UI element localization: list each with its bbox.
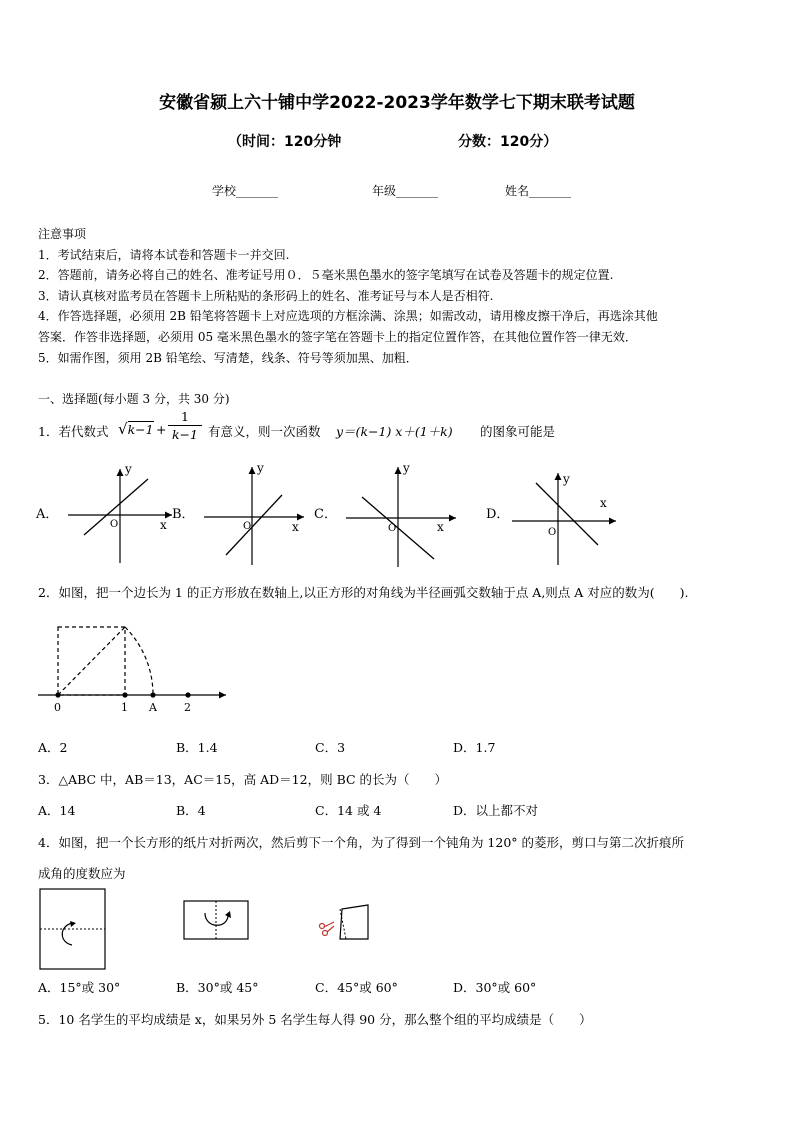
axis-label-x: x xyxy=(160,518,167,532)
q2-option-d: D．1.7 xyxy=(453,740,496,755)
q3-option-d: D．以上都不对 xyxy=(453,803,539,818)
note-item: 答案．作答非选择题，必须用 05 毫米黑色墨水的签字笔在答题卡上的指定位置作答，在其他位置作答一律无效． xyxy=(38,330,637,344)
page-title: 安徽省颍上六十铺中学2022-2023学年数学七下期末联考试题 xyxy=(159,93,635,113)
axis-label-x: x xyxy=(600,496,607,510)
q1-suffix: 的图象可能是 xyxy=(480,424,556,439)
q1-fraction xyxy=(168,408,202,443)
graph-c xyxy=(346,461,456,567)
q1-mid: 有意义，则一次函数 xyxy=(208,424,321,439)
graph-b xyxy=(204,461,304,565)
axis-label-x: x xyxy=(292,520,299,534)
school-field: 学校_______ xyxy=(212,184,279,198)
axis-label-y: y xyxy=(257,461,264,475)
axis-label-y: y xyxy=(125,462,132,476)
q1-prefix: 1．若代数式 xyxy=(38,424,109,439)
tick-label: 2 xyxy=(184,701,191,714)
tick-label: A xyxy=(149,701,157,714)
q4-option-d: D．30°或 60° xyxy=(453,980,537,995)
axis-label-x: x xyxy=(437,520,444,534)
note-item: 3．请认真核对监考员在答题卡上所粘贴的条形码上的姓名、准考证号与本人是否相符. xyxy=(38,289,494,303)
question-5: 5．10 名学生的平均成绩是 x，如果另外 5 名学生每人得 90 分，那么整个组的平均成绩是（ ） xyxy=(38,1012,592,1027)
note-item: 5．如需作图，须用 2B 铅笔绘、写清楚，线条、符号等须加黑、加粗． xyxy=(38,351,418,365)
note-item: 4．作答选择题，必须用 2B 铅笔将答题卡上对应选项的方框涂满、涂黑；如需改动，请用橡皮擦干净后，再选涂其他 xyxy=(38,309,658,323)
axis-label-y: y xyxy=(563,472,570,486)
origin-label: O xyxy=(243,521,252,532)
origin-label: O xyxy=(110,519,119,530)
exam-time: （时间：120分钟 xyxy=(228,134,342,150)
q2-option-a: A．2 xyxy=(38,740,68,755)
question-4-line-2: 成角的度数应为 xyxy=(38,866,126,881)
origin-label: O xyxy=(388,523,397,534)
q2-option-b: B．1.4 xyxy=(176,740,218,755)
q2-figure xyxy=(30,615,240,720)
q3-option-a: A．14 xyxy=(38,803,76,818)
grade-field: 年级_______ xyxy=(372,184,439,198)
scissors-icon xyxy=(320,922,335,936)
q1-sqrt xyxy=(118,420,154,438)
graph-a xyxy=(68,462,172,563)
q1-graph-options xyxy=(0,455,794,570)
radical-sign: √ xyxy=(118,420,128,438)
question-3: 3．△ABC 中，AB＝13，AC＝15，高 AD＝12，则 BC 的长为（ ） xyxy=(38,772,448,787)
q4-option-b: B．30°或 45° xyxy=(176,980,259,995)
q4-figures xyxy=(0,885,420,975)
q1-plus: + xyxy=(156,422,167,437)
name-field: 姓名_______ xyxy=(505,184,572,198)
q1-frac-den: k−1 xyxy=(171,427,198,442)
q2-option-c: C．3 xyxy=(315,740,346,755)
question-4-line-1: 4．如图，把一个长方形的纸片对折两次，然后剪下一个角，为了得到一个钝角为 120° 的菱形，剪口与第二次折痕所 xyxy=(38,835,685,850)
notes-heading: 注意事项 xyxy=(38,227,87,241)
tick-label: 0 xyxy=(54,701,61,714)
note-item: 1．考试结束后，请将本试卷和答题卡一并交回. xyxy=(38,248,290,262)
q1-sqrt-expr: k−1 xyxy=(127,422,154,437)
q4-option-c: C．45°或 60° xyxy=(315,980,398,995)
note-item: 2．答题前，请务必将自己的姓名、准考证号用０．５毫米黑色墨水的签字笔填写在试卷及答题卡的规定位置. xyxy=(38,268,614,282)
graph-d xyxy=(512,472,616,565)
option-d-label: D． xyxy=(486,507,510,522)
q3-option-c: C．14 或 4 xyxy=(315,803,382,818)
origin-label: O xyxy=(548,527,557,538)
q1-function: y＝(k−1) x＋(1＋k) xyxy=(336,424,453,439)
exam-score: 分数：120分） xyxy=(458,134,558,150)
q3-option-b: B．4 xyxy=(176,803,206,818)
option-a-label: A． xyxy=(36,507,59,522)
option-c-label: C． xyxy=(314,507,337,522)
section-heading: 一、选择题(每小题 3 分，共 30 分) xyxy=(38,392,230,406)
question-2: 2．如图，把一个边长为 1 的正方形放在数轴上,以正方形的对角线为半径画弧交数轴于点 A,则点 A 对应的数为( ). xyxy=(38,585,689,600)
tick-label: 1 xyxy=(121,701,128,714)
q4-option-a: A．15°或 30° xyxy=(38,980,121,995)
axis-label-y: y xyxy=(403,461,410,475)
option-b-label: B． xyxy=(172,507,195,522)
q1-frac-num: 1 xyxy=(168,408,202,426)
